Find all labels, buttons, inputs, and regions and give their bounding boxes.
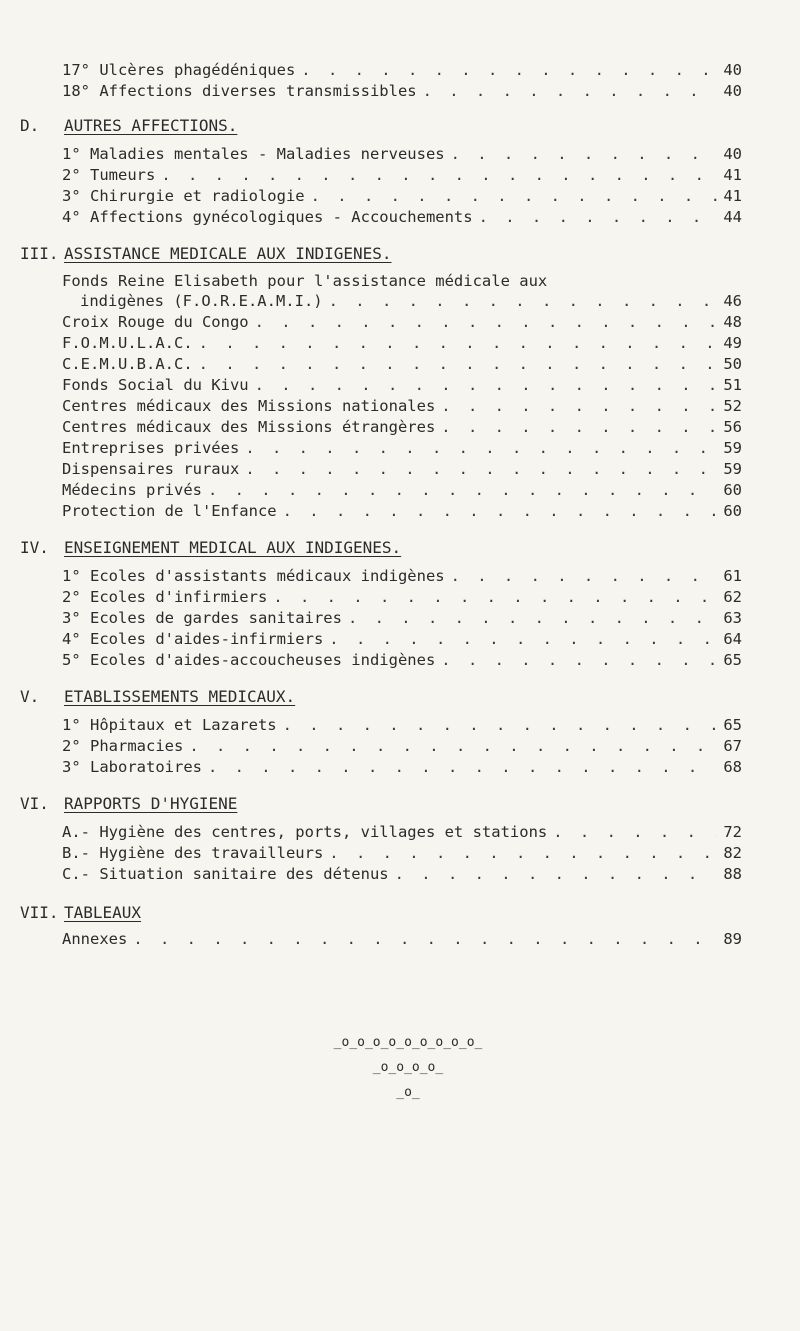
dot-leader <box>451 144 718 164</box>
section-title: ASSISTANCE MEDICALE AUX INDIGENES. <box>64 244 392 263</box>
toc-entry <box>62 480 742 500</box>
toc-entry-text: Annexes <box>62 930 128 948</box>
toc-entry-page: 50 <box>723 355 742 373</box>
toc-entry-text: 3° Ecoles de gardes sanitaires <box>62 609 342 627</box>
toc-entry-text: 5° Ecoles d'aides-accoucheuses indigènes <box>62 651 436 669</box>
section-number: V. <box>20 687 40 706</box>
toc-entry-text: 2° Tumeurs <box>62 166 156 184</box>
toc-entry-text: 2° Pharmacies <box>62 737 184 755</box>
dot-leader <box>451 566 718 586</box>
toc-entry-text: 2° Ecoles d'infirmiers <box>62 588 268 606</box>
dot-leader <box>255 375 718 395</box>
dot-leader <box>395 864 718 884</box>
toc-entry-page: 40 <box>723 82 742 100</box>
toc-entry <box>62 757 742 777</box>
toc-entry-page: 59 <box>723 460 742 478</box>
ornament-line: _o_ <box>396 1085 420 1100</box>
toc-entry-page: 67 <box>723 737 742 755</box>
toc-entry-text: Protection de l'Enfance <box>62 502 277 520</box>
toc-entry-page: 65 <box>723 716 742 734</box>
section-number: D. <box>20 116 40 135</box>
toc-entry-page: 46 <box>723 292 742 310</box>
dot-leader <box>273 587 717 607</box>
section-number: VI. <box>20 794 49 813</box>
dot-leader <box>283 715 718 735</box>
dot-leader <box>348 608 717 628</box>
toc-entry <box>62 417 742 437</box>
dot-leader <box>441 417 717 437</box>
toc-entry <box>62 60 742 80</box>
section-number: III. <box>20 244 59 263</box>
toc-entry-text: Fonds Social du Kivu <box>62 376 249 394</box>
toc-entry <box>62 81 742 101</box>
toc-entry <box>62 566 742 586</box>
toc-entry-text: 1° Ecoles d'assistants médicaux indigènes <box>62 567 445 585</box>
toc-entry-page: 63 <box>723 609 742 627</box>
toc-entry-page: 64 <box>723 630 742 648</box>
toc-entry <box>80 291 742 311</box>
toc-entry-page: 72 <box>723 823 742 841</box>
toc-entry-text: 17° Ulcères phagédéniques <box>62 61 296 79</box>
section-number: IV. <box>20 538 49 557</box>
toc-entry-text: Entreprises privées <box>62 439 240 457</box>
toc-entry-text: A.- Hygiène des centres, ports, villages et stations <box>62 823 548 841</box>
toc-entry <box>62 715 742 735</box>
toc-entry-text: 3° Chirurgie et radiologie <box>62 187 305 205</box>
dot-leader <box>283 501 718 521</box>
section-heading <box>20 116 237 136</box>
toc-entry-page: 88 <box>723 865 742 883</box>
toc-entry-text: B.- Hygiène des travailleurs <box>62 844 324 862</box>
toc-entry-page: 56 <box>723 418 742 436</box>
toc-entry <box>62 629 742 649</box>
dot-leader <box>255 312 718 332</box>
toc-entry <box>62 608 742 628</box>
toc-entry-page: 59 <box>723 439 742 457</box>
toc-entry <box>62 207 742 227</box>
dot-leader <box>189 736 717 756</box>
toc-entry-page: 89 <box>723 930 742 948</box>
toc-entry-text-line: Fonds Reine Elisabeth pour l'assistance médicale aux <box>62 272 548 290</box>
toc-entry-text: F.O.M.U.L.A.C. <box>62 334 193 352</box>
toc-entry-page: 82 <box>723 844 742 862</box>
toc-entry-page: 62 <box>723 588 742 606</box>
section-heading <box>20 903 141 923</box>
toc-entry-text: 1° Hôpitaux et Lazarets <box>62 716 277 734</box>
dot-leader <box>245 459 717 479</box>
dot-leader <box>441 650 717 670</box>
dot-leader <box>329 629 717 649</box>
toc-entry <box>62 438 742 458</box>
toc-entry-page: 40 <box>723 61 742 79</box>
toc-entry-text: Centres médicaux des Missions nationales <box>62 397 436 415</box>
toc-entry-text: Médecins privés <box>62 481 202 499</box>
toc-entry-page: 51 <box>723 376 742 394</box>
section-title: ETABLISSEMENTS MEDICAUX. <box>64 687 296 706</box>
dot-leader <box>553 822 717 842</box>
section-number: VII. <box>20 903 59 922</box>
toc-entry-page: 60 <box>723 481 742 499</box>
toc-entry <box>62 459 742 479</box>
section-heading <box>20 794 237 814</box>
toc-entry-text: 1° Maladies mentales - Maladies nerveuses <box>62 145 445 163</box>
toc-entry <box>62 186 742 206</box>
dot-leader <box>423 81 718 101</box>
toc-entry <box>62 144 742 164</box>
toc-entry <box>62 822 742 842</box>
dot-leader <box>479 207 718 227</box>
toc-entry <box>62 333 742 353</box>
toc-entry <box>62 587 742 607</box>
dot-leader <box>161 165 717 185</box>
toc-entry <box>62 396 742 416</box>
dot-leader <box>301 60 717 80</box>
toc-entry-page: 44 <box>723 208 742 226</box>
toc-entry-text: Dispensaires ruraux <box>62 460 240 478</box>
toc-entry-page: 52 <box>723 397 742 415</box>
toc-entry-page: 65 <box>723 651 742 669</box>
toc-entry-page: 48 <box>723 313 742 331</box>
toc-entry-text: Centres médicaux des Missions étrangères <box>62 418 436 436</box>
section-title: AUTRES AFFECTIONS. <box>64 116 238 135</box>
toc-entry-page: 61 <box>723 567 742 585</box>
dot-leader <box>199 354 718 374</box>
dot-leader <box>311 186 718 206</box>
toc-entry <box>62 165 742 185</box>
dot-leader <box>329 843 717 863</box>
dot-leader <box>199 333 718 353</box>
section-heading <box>20 687 295 707</box>
section-title: RAPPORTS D'HYGIENE <box>64 794 238 813</box>
dot-leader <box>245 438 717 458</box>
toc-entry-page: 40 <box>723 145 742 163</box>
toc-entry-page: 41 <box>723 166 742 184</box>
section-heading <box>20 538 401 558</box>
toc-entry-page: 41 <box>723 187 742 205</box>
section-title: TABLEAUX <box>64 903 142 922</box>
toc-entry-text: indigènes (F.O.R.E.A.M.I.) <box>80 292 323 310</box>
toc-entry <box>62 650 742 670</box>
dot-leader <box>329 291 718 311</box>
dot-leader <box>208 757 717 777</box>
toc-entry-page: 60 <box>723 502 742 520</box>
toc-entry <box>62 843 742 863</box>
toc-entry <box>62 312 742 332</box>
section-title: ENSEIGNEMENT MEDICAL AUX INDIGENES. <box>64 538 402 557</box>
toc-entry <box>62 929 742 949</box>
toc-entry <box>62 864 742 884</box>
section-heading <box>20 244 392 264</box>
toc-entry-text: C.- Situation sanitaire des détenus <box>62 865 389 883</box>
toc-entry-text: 18° Affections diverses transmissibles <box>62 82 417 100</box>
toc-entry <box>62 375 742 395</box>
toc-entry-text: 3° Laboratoires <box>62 758 202 776</box>
toc-entry-text: 4° Affections gynécologiques - Accouchements <box>62 208 473 226</box>
toc-entry <box>62 736 742 756</box>
toc-entry-text: 4° Ecoles d'aides-infirmiers <box>62 630 324 648</box>
toc-entry-text: C.E.M.U.B.A.C. <box>62 355 193 373</box>
dot-leader <box>133 929 717 949</box>
toc-entry <box>62 354 742 374</box>
dot-leader <box>208 480 717 500</box>
toc-entry-page: 49 <box>723 334 742 352</box>
ornament-line: _o_o_o_o_ <box>372 1060 444 1075</box>
toc-entry-text: Croix Rouge du Congo <box>62 313 249 331</box>
ornament-line: _o_o_o_o_o_o_o_o_o_ <box>333 1035 483 1050</box>
toc-entry <box>62 501 742 521</box>
toc-entry-page: 68 <box>723 758 742 776</box>
dot-leader <box>441 396 717 416</box>
